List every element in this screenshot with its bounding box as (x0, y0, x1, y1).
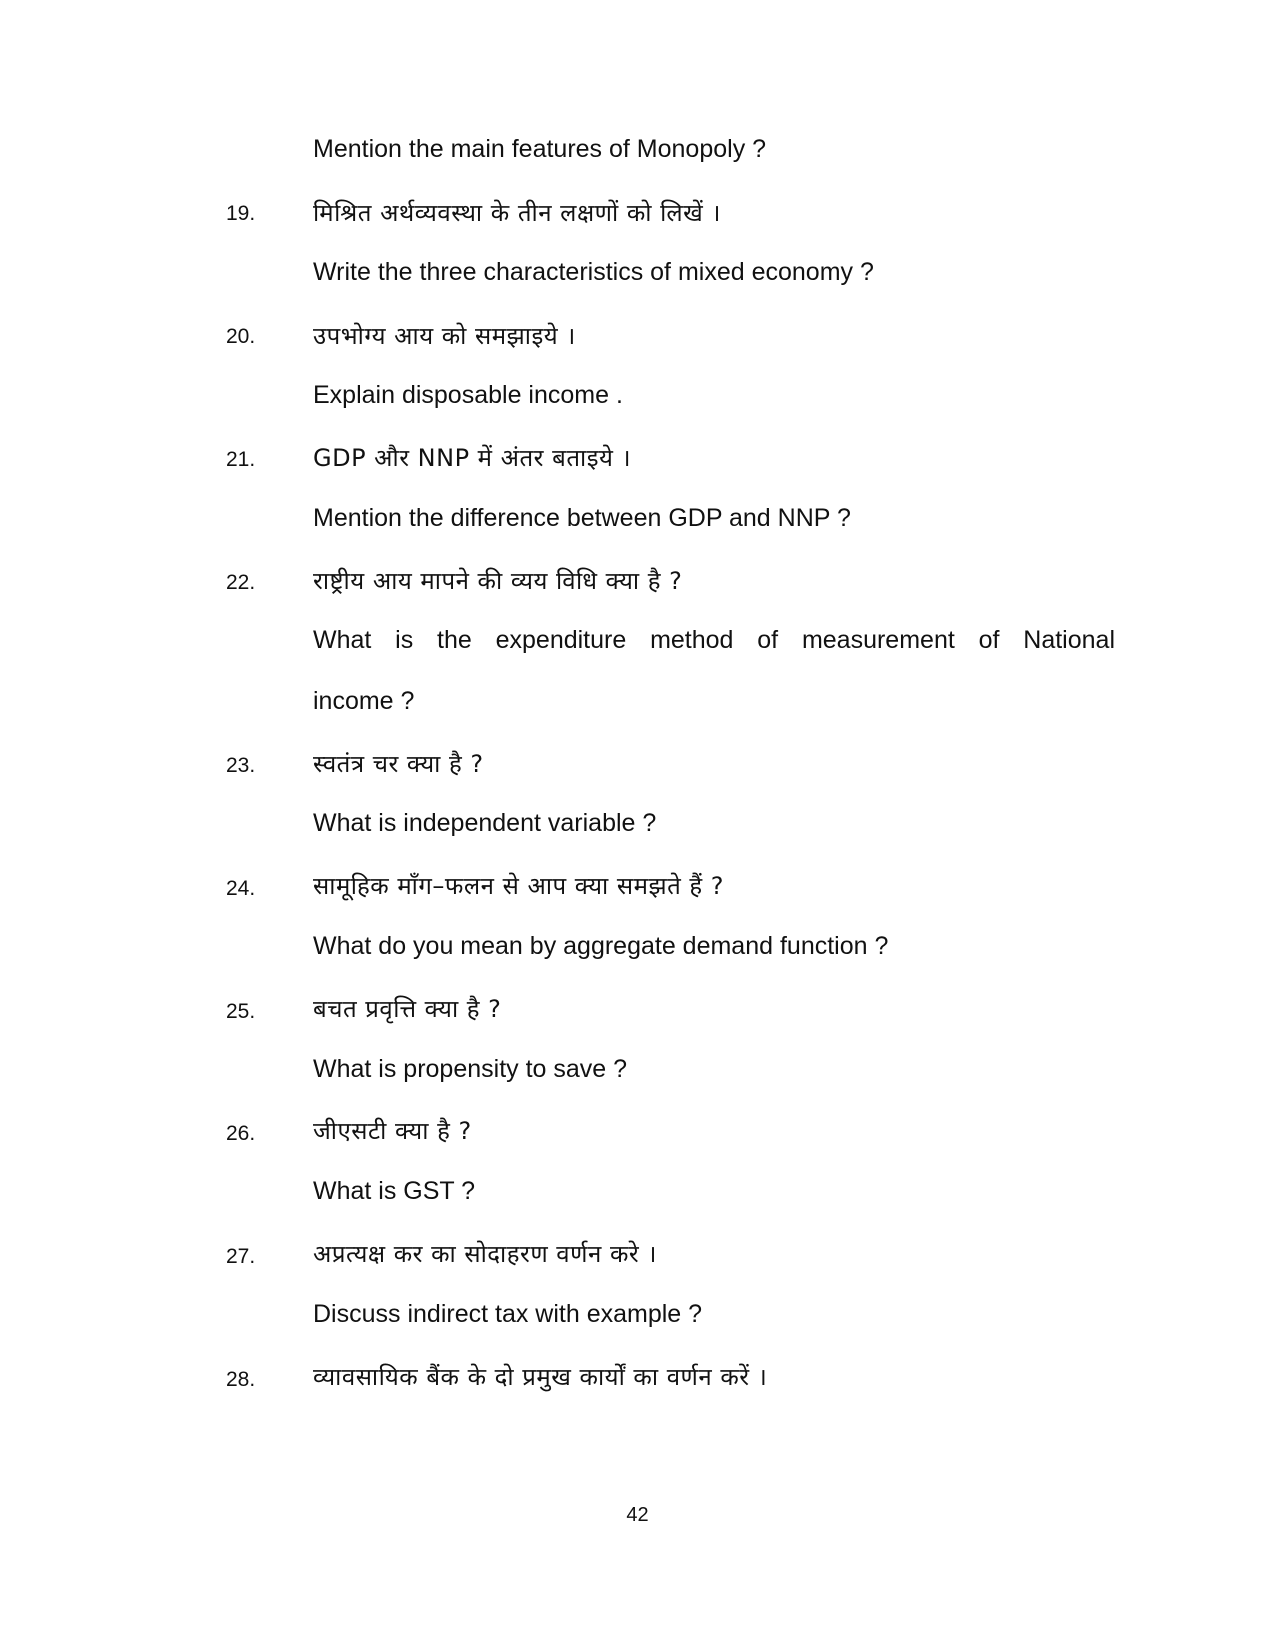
question-24-number: 24. (226, 877, 256, 900)
question-28-hindi: व्यावसायिक बैंक के दो प्रमुख कार्यों का वर्णन करें । (313, 1363, 768, 1391)
question-23-english: What is independent variable ? (313, 809, 657, 837)
question-20-english: Explain disposable income . (313, 381, 623, 409)
question-19-number: 19. (226, 202, 256, 225)
question-22-number: 22. (226, 571, 256, 594)
question-19-hindi: मिश्रित अर्थव्यवस्था के तीन लक्षणों को लिखें । (313, 199, 721, 227)
question-27-hindi: अप्रत्यक्ष कर का सोदाहरण वर्णन करे । (313, 1240, 657, 1268)
question-25-hindi: बचत प्रवृत्ति क्या है ? (313, 995, 502, 1023)
question-22-english: What is the expenditure method of measurement of National (313, 626, 1115, 654)
question-25-number: 25. (226, 1000, 256, 1023)
question-25-english: What is propensity to save ? (313, 1055, 628, 1083)
question-22-hindi: राष्ट्रीय आय मापने की व्यय विधि क्या है ? (313, 567, 683, 595)
question-21-english: Mention the difference between GDP and NNP ? (313, 504, 851, 532)
question-23-number: 23. (226, 754, 256, 777)
question-19-english: Write the three characteristics of mixed economy ? (313, 258, 874, 286)
question-21-number: 21. (226, 448, 256, 471)
page-number: 42 (626, 1504, 649, 1526)
question-24-hindi: सामूहिक माँग–फलन से आप क्या समझते हैं ? (313, 872, 725, 900)
question-20-number: 20. (226, 325, 256, 348)
question-27-number: 27. (226, 1245, 256, 1268)
question-20-hindi: उपभोग्य आय को समझाइये । (313, 322, 576, 350)
question-28-number: 28. (226, 1368, 256, 1391)
question-27-english: Discuss indirect tax with example ? (313, 1300, 703, 1328)
question-21-hindi: GDP और NNP में अंतर बताइये । (313, 444, 632, 472)
question-26-number: 26. (226, 1122, 256, 1145)
question-23-hindi: स्वतंत्र चर क्या है ? (313, 750, 484, 778)
question-26-hindi: जीएसटी क्या है ? (313, 1117, 472, 1145)
question-24-english: What do you mean by aggregate demand function ? (313, 932, 889, 960)
question-22-english-continued: income ? (313, 687, 415, 715)
question-26-english: What is GST ? (313, 1177, 476, 1205)
question-18-english: Mention the main features of Monopoly ? (313, 135, 767, 163)
